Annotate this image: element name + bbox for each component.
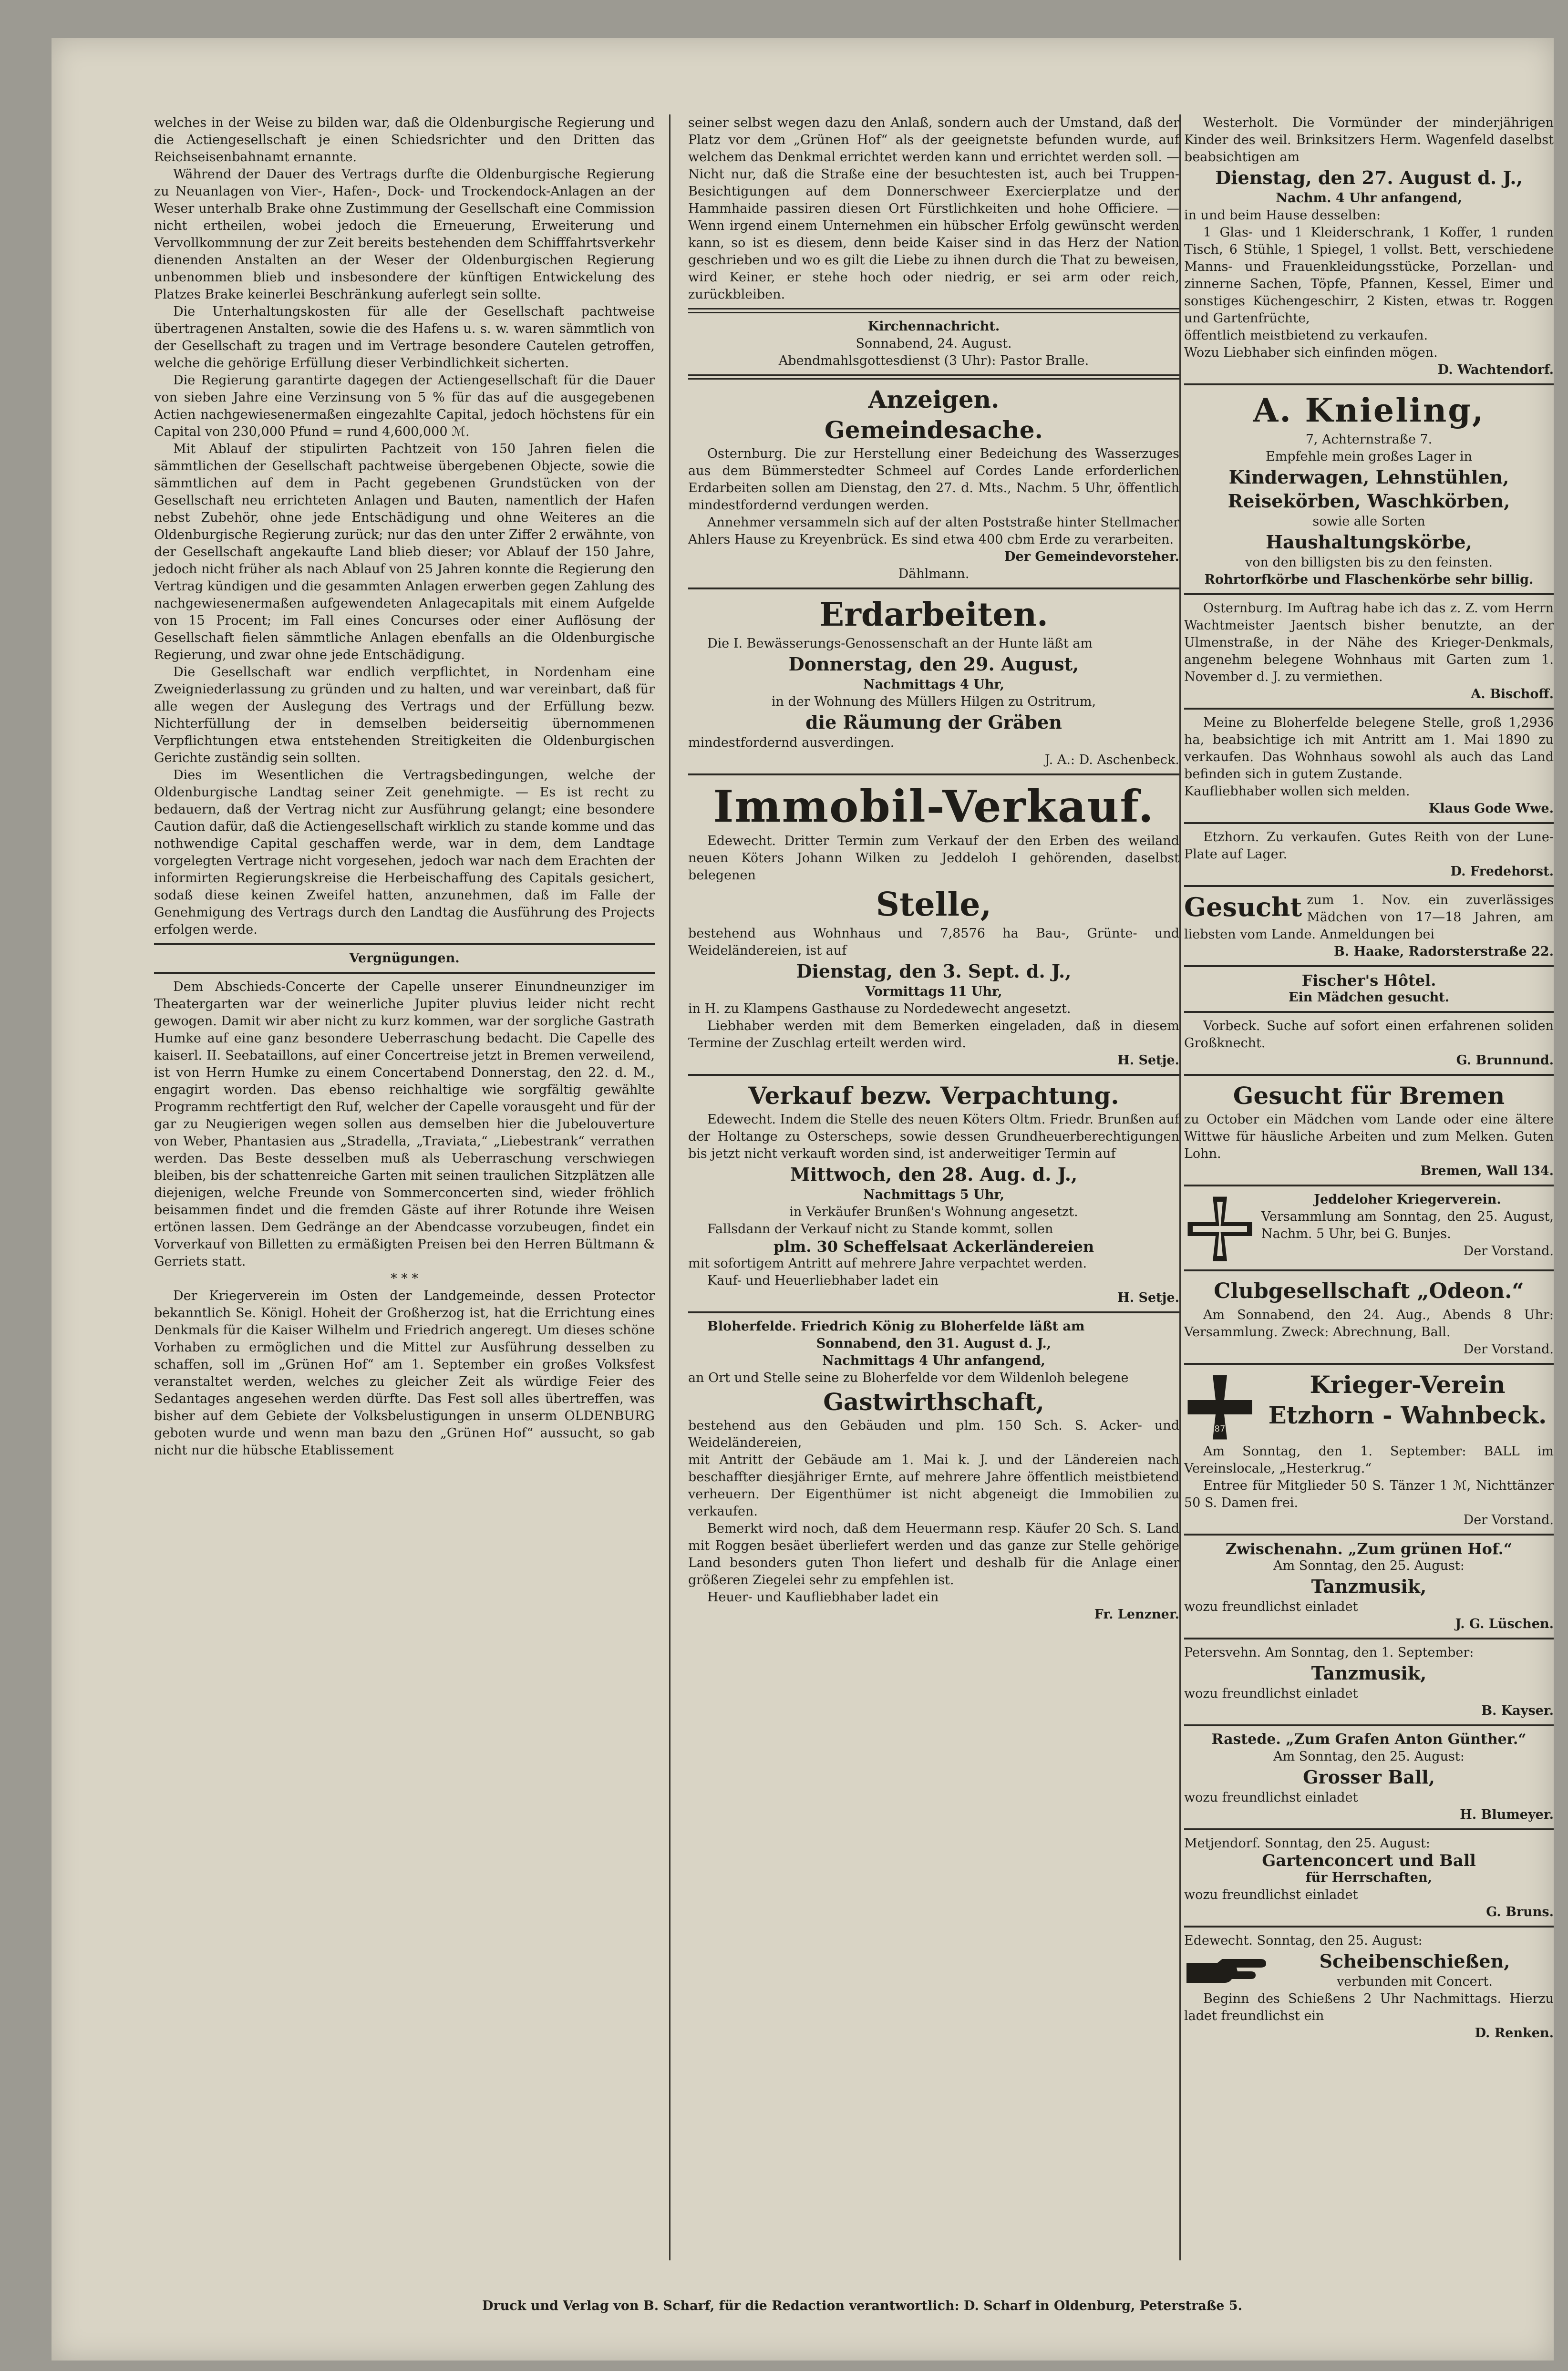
ad-text: sowie alle Sorten [1312,514,1425,529]
church-service: Abendmahlsgottesdienst (3 Uhr): Pastor Bralle. [778,353,1089,368]
ad-text: Kauf- und Heuerliebhaber ladet ein [707,1273,939,1288]
ad-text: Am Sonnabend, den 24. Aug., Abends 8 Uhr: Versammlung. Zweck: Abrechnung, Ball. [1184,1308,1554,1340]
ad-title: Gesucht für Bremen [1233,1082,1505,1110]
iron-cross-icon [1184,1193,1256,1265]
article-paragraph: seiner selbst wegen dazu den Anlaß, sondern auch der Umstand, daß der Platz vor dem „Grünen Hof“ als der geeignetste befunden wurde, auf welchem das Denkmal errichtet werden kann und errichtet werden soll. — Nicht nur, daß die Straße eine der besuchtesten ist, auch bei Truppen-Besichtigungen auf dem Donnerschweer Exercierplatze und der Hammhaide passiren diesen Ort Fürstlichkeiten und hohe Officiere. — Wenn irgend einem Unternehmen ein hübscher Erfolg gewünscht werden kann, so ist es diesem, denn beide Kaiser sind in das Herz der Nation geschrieben und wo es gilt die Liebe zu ihnen durch die That zu beweisen, wird Keiner, er stehe hoch oder niedrig, er sei arm oder reich, zurückbleiben. [688,115,1179,302]
ad-text: Am Sonntag, den 25. August: [1273,1558,1465,1573]
ad-title: Fischer's Hôtel. [1301,971,1436,990]
ad-emphasis: Tanzmusik, [1311,1662,1427,1684]
ad-text: Bloherfelde. Friedrich König zu Bloherfelde läßt am [707,1319,1085,1334]
ads-heading: Anzeigen. [868,385,1000,413]
ad-time: Vormittags 11 Uhr, [865,984,1002,999]
divider [688,588,1179,589]
ad-title: Jeddeloher Kriegerverein. [1314,1192,1501,1207]
ad-text: Wozu Liebhaber sich einfinden mögen. [1184,345,1438,360]
ad-title: Erdarbeiten. [819,596,1048,634]
ad-text: Bemerkt wird noch, daß dem Heuermann resp. Käufer 20 Sch. S. Land mit Roggen besäet überliefert werden und das ganze zur Stelle gehörige Land besonders guten Thon liefert und deshalb für die Anlage einer größeren Ziegelei sehr zu empfehlen ist. [688,1521,1179,1588]
article-paragraph: Der Kriegerverein im Osten der Landgemeinde, dessen Protector bekanntlich Se. Königl. Hoheit der Großherzog ist, hat die Errichtung eines Denkmals für die Kaiser Wilhelm und Friedrich angeregt. Um dieses schöne Vorhaben zu ermöglichen und die Mittel zur Ausführung desselben zu schaffen, soll im „Grünen Hof“ am 1. September ein großes Volksfest veranstaltet werden, welches zu gleicher Zeit als würdige Feier des Sedantages angesehen werden dürfte. Das Fest soll alles übertreffen, was bisher auf dem Gebiete der Volksbelustigungen in unserm OLDENBURG geboten wurde und wenn man bazu den „Grünen Hof“ aussucht, so gab nicht nur die hübsche Etablissement [154,1289,655,1458]
divider [1184,1724,1554,1726]
ad-text: von den billigsten bis zu den feinsten. [1245,555,1493,570]
ad-text: in der Wohnung des Müllers Hilgen zu Ostritrum, [771,694,1096,709]
divider [1184,1185,1554,1186]
ad-signature: D. Wachtendorf. [1437,362,1554,377]
ad-text: Annehmer versammeln sich auf der alten Poststraße hinter Stellmacher Ahlers Hause zu Kreyenbrück. Es sind etwa 400 cbm Erde zu verarbeiten. [688,515,1179,547]
article-paragraph: welches in der Weise zu bilden war, daß die Oldenburgische Regierung und die Actiengesellschaft je einen Schiedsrichter und den Dritten das Reichseisenbahnamt ernannte. [154,115,655,165]
divider [1184,708,1554,710]
church-date: Sonnabend, 24. August. [856,336,1012,351]
ad-signature: H. Blumeyer. [1460,1807,1554,1822]
divider [688,374,1179,380]
ad-text: Edewecht. Sonntag, den 25. August: [1184,1933,1423,1948]
ad-text: Versammlung am Sonntag, den 25. August, Nachm. 5 Uhr, bei G. Bunjes. [1261,1209,1554,1241]
ad-title: Rastede. „Zum Grafen Anton Günther.“ [1211,1731,1527,1748]
article-paragraph: Die Gesellschaft war endlich verpflichtet, in Nordenham eine Zweigniederlassung zu gründen und zu halten, und war vereinbart, daß für alle wegen der Auslegung des Vertrags und der Erfüllung bezw. Nichterfüllung der in demselben beiderseitig übernommenen Verpflichtungen etwa entstehenden Streitigkeiten die Oldenburgischen Gerichte zuständig sein sollten. [154,665,655,765]
ad-wanted [1184,892,1554,943]
divider [1184,822,1554,824]
ad-text: in Verkäufer Brunßen's Wohnung angesetzt. [789,1205,1078,1219]
divider [154,943,655,945]
ad-text: zu October ein Mädchen vom Lande oder eine ältere Wittwe für häusliche Arbeiten und zum Melken. Guten Lohn. [1184,1112,1554,1161]
ad-text: Osternburg. Die zur Herstellung einer Bedeichung des Wasserzuges aus dem Bümmerstedter Schmeel auf Cordes Lande erforderlichen Erdarbeiten sollen am Dienstag, den 27. d. Mts., Nachm. 5 Uhr, öffentlich mindestfordernd verdungen werden. [688,446,1179,513]
divider [154,972,655,974]
column-3 [1184,114,1554,2042]
iron-cross-1870-icon [1184,1371,1256,1443]
divider [1184,1828,1554,1830]
ad-text: Die I. Bewässerungs-Genossenschaft an der Hunte läßt am [707,636,1093,651]
ad-emphasis: plm. 30 Scheffelsaat Ackerländereien [773,1237,1094,1256]
divider [688,773,1179,775]
ad-signature: B. Haake, Radorsterstraße 22. [1333,944,1554,959]
ad-signature: J. A.: D. Aschenbeck. [1044,753,1179,767]
ad-date: Sonnabend, den 31. August d. J., [816,1336,1052,1351]
ad-text: wozu freundlichst einladet [1184,1599,1358,1614]
ad-emphasis: Scheibenschießen, [1319,1950,1510,1972]
ad-title: Gemeindesache. [825,416,1043,444]
ad-text: verbunden mit Concert. [1337,1974,1493,1989]
ad-signature: J. G. Lüschen. [1455,1617,1554,1631]
ad-text: an Ort und Stelle seine zu Bloherfelde vor dem Wildenloh belegene [688,1371,1129,1385]
ad-text: öffentlich meistbietend zu verkaufen. [1184,328,1428,343]
ad-signature: H. Setje. [1117,1290,1179,1305]
ad-date: Dienstag, den 27. August d. J., [1215,167,1523,188]
ad-emphasis: Grosser Ball, [1303,1766,1435,1788]
divider [1184,1926,1554,1928]
divider [1184,965,1554,967]
ad-text: bestehend aus den Gebäuden und plm. 150 Sch. S. Acker- und Weideländereien, [688,1418,1179,1450]
article-paragraph: Dem Abschieds-Concerte der Capelle unserer Einundneunziger im Theatergarten war der weinerliche Jupiter pluvius leider nicht recht gewogen. Damit wir aber nicht zu kurz kommen, war der sorgliche Gastrath Humke auf eine ganz besondere Ueberraschung bedacht. Die Capelle des kaiserl. II. Seebataillons, auf einer Concertreise jetzt in Bremen verweilend, ist von Herrn Humke zu einem Concertabend Donnerstag, den 22. d. M., engagirt worden. Das ebenso reichhaltige wie sorgfältig gewählte Programm rechtfertigt den Ruf, welcher der Capelle vorausgeht und für der gar zu Neugierigen wegen sollen aus demselben hier die Jubelouverture von Weber, Phantasien aus „Stradella, „Traviata,“ „Liebestrank“ verrathen werden. Das Beste desselben muß als Ueberraschung verschwiegen bleiben, bis der schattenreiche Garten mit seinen traulichen Sitzplätzen alle diejenigen, welche Freunde von Sommerconcerten sind, wieder fröhlich beisammen findet und die fremden Gäste auf ihrer Rotunde ihre Weisen ertönen lassen. Dem Gedränge an der Abendcasse vorzubeugen, findet ein Vorverkauf von Billetten zu ermäßigten Preisen bei den Herren Bültmann & Gerriets statt. [154,979,655,1269]
ad-signature: B. Kayser. [1481,1703,1554,1718]
divider [1184,1363,1554,1365]
divider [1184,1011,1554,1013]
ad-text: Beginn des Schießens 2 Uhr Nachmittags. Hierzu ladet freundlichst ein [1184,1991,1554,2023]
ad-text: wozu freundlichst einladet [1184,1790,1358,1805]
article-paragraph: Die Regierung garantirte dagegen der Actiengesellschaft für die Dauer von sieben Jahre eine Verzinsung von 5 % für das auf die ausgegebenen Actien nachgewiesenermaßen eingezahlte Capital, jedoch höchstens für ein Capital von 230,000 Pfund = rund 4,600,000 ℳ. [154,373,655,439]
ad-text: Metjendorf. Sonntag, den 25. August: [1184,1836,1430,1851]
ad-text: zum 1. Nov. ein zuverlässiges Mädchen von 17—18 Jahren, am liebsten vom Lande. Anmeldungen bei [1184,893,1554,942]
column-2 [688,114,1179,1623]
ad-scheibenschiessen [1184,1949,1554,1990]
ad-text: Petersvehn. Am Sonntag, den 1. September: [1184,1645,1474,1660]
separator-stars: * * * [391,1271,418,1286]
ad-text: Westerholt. Die Vormünder der minderjährigen Kinder des weil. Brinksitzers Herm. Wagenfeld daselbst beabsichtigen am [1184,115,1554,165]
ad-signature: D. Fredehorst. [1450,864,1554,879]
ad-text: Fallsdann der Verkauf nicht zu Stande kommt, sollen [707,1222,1053,1237]
ad-time: Nachmittags 5 Uhr, [863,1187,1004,1202]
ad-text: Edewecht. Indem die Stelle des neuen Köters Oltm. Friedr. Brunßen auf der Holtange zu Osterscheps, sowie dessen Grundheuerberechtigungen bis jetzt nicht verkauft worden sind, ist anderweitiger Termin auf [688,1112,1179,1161]
ad-text: Vorbeck. Suche auf sofort einen erfahrenen soliden Großknecht. [1184,1019,1554,1051]
section-title: Kirchennachricht. [867,319,1000,334]
ad-title: Verkauf bezw. Verpachtung. [748,1082,1119,1110]
ad-krieger-verein [1184,1191,1554,1265]
ad-title: Etzhorn - Wahnbeck. [1268,1401,1547,1429]
ad-text: in H. zu Klampens Gasthause zu Nordedewecht angesetzt. [688,1001,1071,1016]
column-rule [1179,114,1181,2260]
pointing-hand-icon [1184,1953,1270,1987]
divider [1184,1638,1554,1639]
ad-text: wozu freundlichst einladet [1184,1686,1358,1701]
ad-emphasis: Gartenconcert und Ball [1262,1851,1476,1870]
article-paragraph: Dies im Wesentlichen die Vertragsbedingungen, welche der Oldenburgische Landtag seiner Zeit genehmigte. — Es ist recht zu bedauern, daß der Vertrag nicht zur Ausführung gelangt; eine besondere Caution dafür, daß die Actiengesellschaft wirklich zu stande komme und das nothwendige Capital geschaffen werde, war in dem, dem Landtage vorgelegten Vertrage nicht vorgesehen, jedoch war nach dem Erachten der informirten Regierungskreise die Herbeischaffung des Capitals gesichert, sodaß diese keinen Zweifel hatten, anzunehmen, daß im Falle der Genehmigung des Vertrags durch den Landtag die Ausführung des Projects erfolgen werde. [154,768,655,937]
ad-text: Osternburg. Im Auftrag habe ich das z. Z. vom Herrn Wachtmeister Jaentsch bisher benutzte, an der Ulmenstraße, in der Nähe des Krieger-Denkmals, angenehm belegene Wohnhaus mit Garten zum 1. November d. J. zu vermiethen. [1184,601,1554,684]
ad-text: Liebhaber werden mit dem Bemerken eingeladen, daß in diesem Termine der Zuschlag erteilt werden wird. [688,1019,1179,1051]
column-rule [669,114,671,2260]
ad-text: mindestfordernd ausverdingen. [688,735,895,750]
divider [1184,885,1554,887]
ad-text: wozu freundlichst einladet [1184,1887,1358,1902]
divider [688,1074,1179,1076]
ad-text: Rohrtorfkörbe und Flaschenkörbe sehr billig. [1204,572,1534,587]
imprint-footer: Druck und Verlag von B. Scharf, für die Redaction verantwortlich: D. Scharf in Oldenburg, Peterstraße 5. [482,2299,1243,2313]
ad-signature: A. Bischoff. [1471,687,1554,701]
ad-date: Dienstag, den 3. Sept. d. J., [796,960,1072,982]
ad-text: mit Antritt der Gebäude am 1. Mai k. J. und der Ländereien nach beschaffter diesjähriger Ernte, auf mehrere Jahre öffentlich meistbietend verheuern. Der Eigenthümer ist nicht abgeneigt die Immobilien zu verkaufen. [688,1453,1179,1519]
ad-title: Immobil-Verkauf. [713,781,1155,832]
ad-text: Empfehle mein großes Lager in [1265,449,1473,464]
divider [1184,1074,1554,1076]
article-paragraph: Die Unterhaltungskosten für alle der Gesellschaft pachtweise übertragenen Anstalten, sowie die des Hafens u. s. w. waren sämmtlich von der Gesellschaft zu tragen und im Vertrage besondere Cautelen getroffen, welche die gehörige Erfüllung dieser Verbindlichkeit sicherten. [154,304,655,371]
ad-text: Heuer- und Kaufliebhaber ladet ein [707,1590,939,1605]
ad-text: Am Sonntag, den 1. September: BALL im Vereinslocale, „Hesterkrug.“ [1184,1444,1554,1476]
ad-text: Kaufliebhaber wollen sich melden. [1184,784,1410,799]
ad-title: Gesucht [1184,892,1302,922]
ad-text: mit sofortigem Antritt auf mehrere Jahre verpachtet werden. [688,1256,1087,1271]
ad-title: Clubgesellschaft „Odeon.“ [1214,1279,1524,1303]
ad-signature: Der Vorstand. [1463,1513,1554,1527]
ad-signature: Klaus Gode Wwe. [1428,801,1554,816]
ad-krieger-verein-etzhorn [1184,1370,1554,1443]
ad-title: Zwischenahn. „Zum grünen Hof.“ [1225,1540,1513,1558]
divider [1184,593,1554,595]
ad-date: Donnerstag, den 29. August, [788,653,1079,675]
ad-signature: Bremen, Wall 134. [1420,1164,1554,1178]
ad-time: Nachmittags 4 Uhr, [863,677,1004,692]
cross-year: 1870 [1209,1424,1231,1434]
ad-signature: D. Renken. [1475,2026,1554,2041]
divider [1184,1534,1554,1536]
ad-text: Ein Mädchen gesucht. [1288,990,1450,1005]
ad-signature: G. Bruns. [1486,1905,1554,1919]
ad-emphasis: Reisekörben, Waschkörben, [1228,490,1510,512]
ad-text: bestehend aus Wohnhaus und 7,8576 ha Bau-, Grünte- und Weideländereien, ist auf [688,926,1179,958]
article-paragraph: Während der Dauer des Vertrags durfte die Oldenburgische Regierung zu Neuanlagen von Vier-, Hafen-, Dock- und Trockendock-Anlagen an der Weser unterhalb Brake ohne Zustimmung der Gesellschaft eine Commission nicht ertheilen, wobei jedoch die Erneuerung, Erweiterung und Vervollkommnung der zur Zeit bereits bestehenden dem Schifffahrtsverkehr dienenden Anstalten an der Weser der Oldenburgischen Regierung unbenommen blieb und insbesondere der künftigen Entwickelung des Platzes Brake keinerlei Beschränkung auferlegt sein sollte. [154,167,655,302]
ad-signature: Fr. Lenzner. [1094,1607,1179,1622]
ad-text: Am Sonntag, den 25. August: [1273,1749,1465,1764]
ad-text: Etzhorn. Zu verkaufen. Gutes Reith von der Lune-Plate auf Lager. [1184,830,1554,862]
divider [1184,1269,1554,1271]
ad-text: in und beim Hause desselben: [1184,208,1381,223]
divider [688,308,1179,313]
ad-emphasis: Tanzmusik, [1311,1576,1427,1597]
ad-text: Edewecht. Dritter Termin zum Verkauf der den Erben des weiland neuen Köters Johann Wilken zu Jeddeloh I gehörenden, daselbst belegenen [688,834,1179,883]
ad-emphasis: Gastwirthschaft, [823,1388,1044,1416]
ad-title: Krieger-Verein [1310,1371,1506,1399]
ad-signature: Der Gemeindevorsteher. [1004,549,1179,564]
ad-time: Nachmittags 4 Uhr anfangend, [822,1353,1045,1368]
ad-emphasis: Kinderwagen, Lehnstühlen, [1228,466,1509,488]
article-paragraph: Mit Ablauf der stipulirten Pachtzeit von 150 Jahren fielen die sämmtlichen der Gesellschaft pachtweise übergebenen Objecte, sowie die sämmtlichen auf dem in Pacht gegebenen Grundstücken von der Gesellschaft neu errichteten Anlagen und Bauten, namentlich der Hafen nebst Zubehör, ohne jede Entschädigung und ohne Weiteres an die Oldenburgische Regierung zurück; nur das den unter Ziffer 2 erwähnte, von der Gesellschaft angekaufte Land blieb dieser; vor Ablauf der 150 Jahre, jedoch nicht früher als nach Ablauf von 25 Jahren konnte die Regierung den Vertrag kündigen und die gesammten Anlagen erwerben gegen Zahlung des nachgewiesenermaßen aufgewendeten Anlagecapitals mit einem Aufgelde von 15 Procent; im Fall eines Concurses oder einer Auflösung der Gesellschaft fielen sämmtliche Anlagen ebenfalls an die Oldenburgische Regierung, und zwar ohne jede Entschädigung. [154,442,655,662]
ad-title: A. Knieling, [1253,392,1485,430]
divider [1184,383,1554,385]
newspaper-page [52,38,1554,2361]
ad-emphasis: Stelle, [876,886,992,924]
ad-time: Nachm. 4 Uhr anfangend, [1276,191,1462,206]
divider [688,1311,1179,1313]
ad-signature: Der Vorstand. [1463,1244,1554,1258]
ad-signature: G. Brunnund. [1456,1053,1554,1068]
ad-signature: Der Vorstand. [1463,1342,1554,1357]
ad-emphasis: Haushaltungskörbe, [1266,531,1472,553]
ad-text: Meine zu Bloherfelde belegene Stelle, groß 1,2936 ha, beabsichtige ich mit Antritt am 1. Mai 1890 zu verkaufen. Das Wohnhaus sowohl als auch das Land befinden sich in gutem Zustande. [1184,715,1554,782]
ad-emphasis: die Räumung der Gräben [805,711,1062,733]
ad-signature-name: Dählmann. [898,567,970,581]
ad-text: Entree für Mitglieder 50 S. Tänzer 1 ℳ, Nichttänzer 50 S. Damen frei. [1184,1478,1554,1510]
ad-text: für Herrschaften, [1305,1870,1433,1885]
column-1 [154,114,655,1459]
ad-signature: H. Setje. [1117,1053,1179,1068]
ad-address: 7, Achternstraße 7. [1305,432,1433,447]
ad-date: Mittwoch, den 28. Aug. d. J., [790,1164,1078,1185]
section-title: Vergnügungen. [349,951,460,966]
ad-text: 1 Glas- und 1 Kleiderschrank, 1 Koffer, 1 runden Tisch, 6 Stühle, 1 Spiegel, 1 vollst. Bett, verschiedene Manns- und Frauenkleidungsstücke, Porzellan- und zinnerne Sachen, Töpfe, Pfannen, Kessel, Eimer und sonstiges Küchengeschirr, 2 Kisten, etwas tr. Roggen und Gartenfrüchte, [1184,225,1554,326]
